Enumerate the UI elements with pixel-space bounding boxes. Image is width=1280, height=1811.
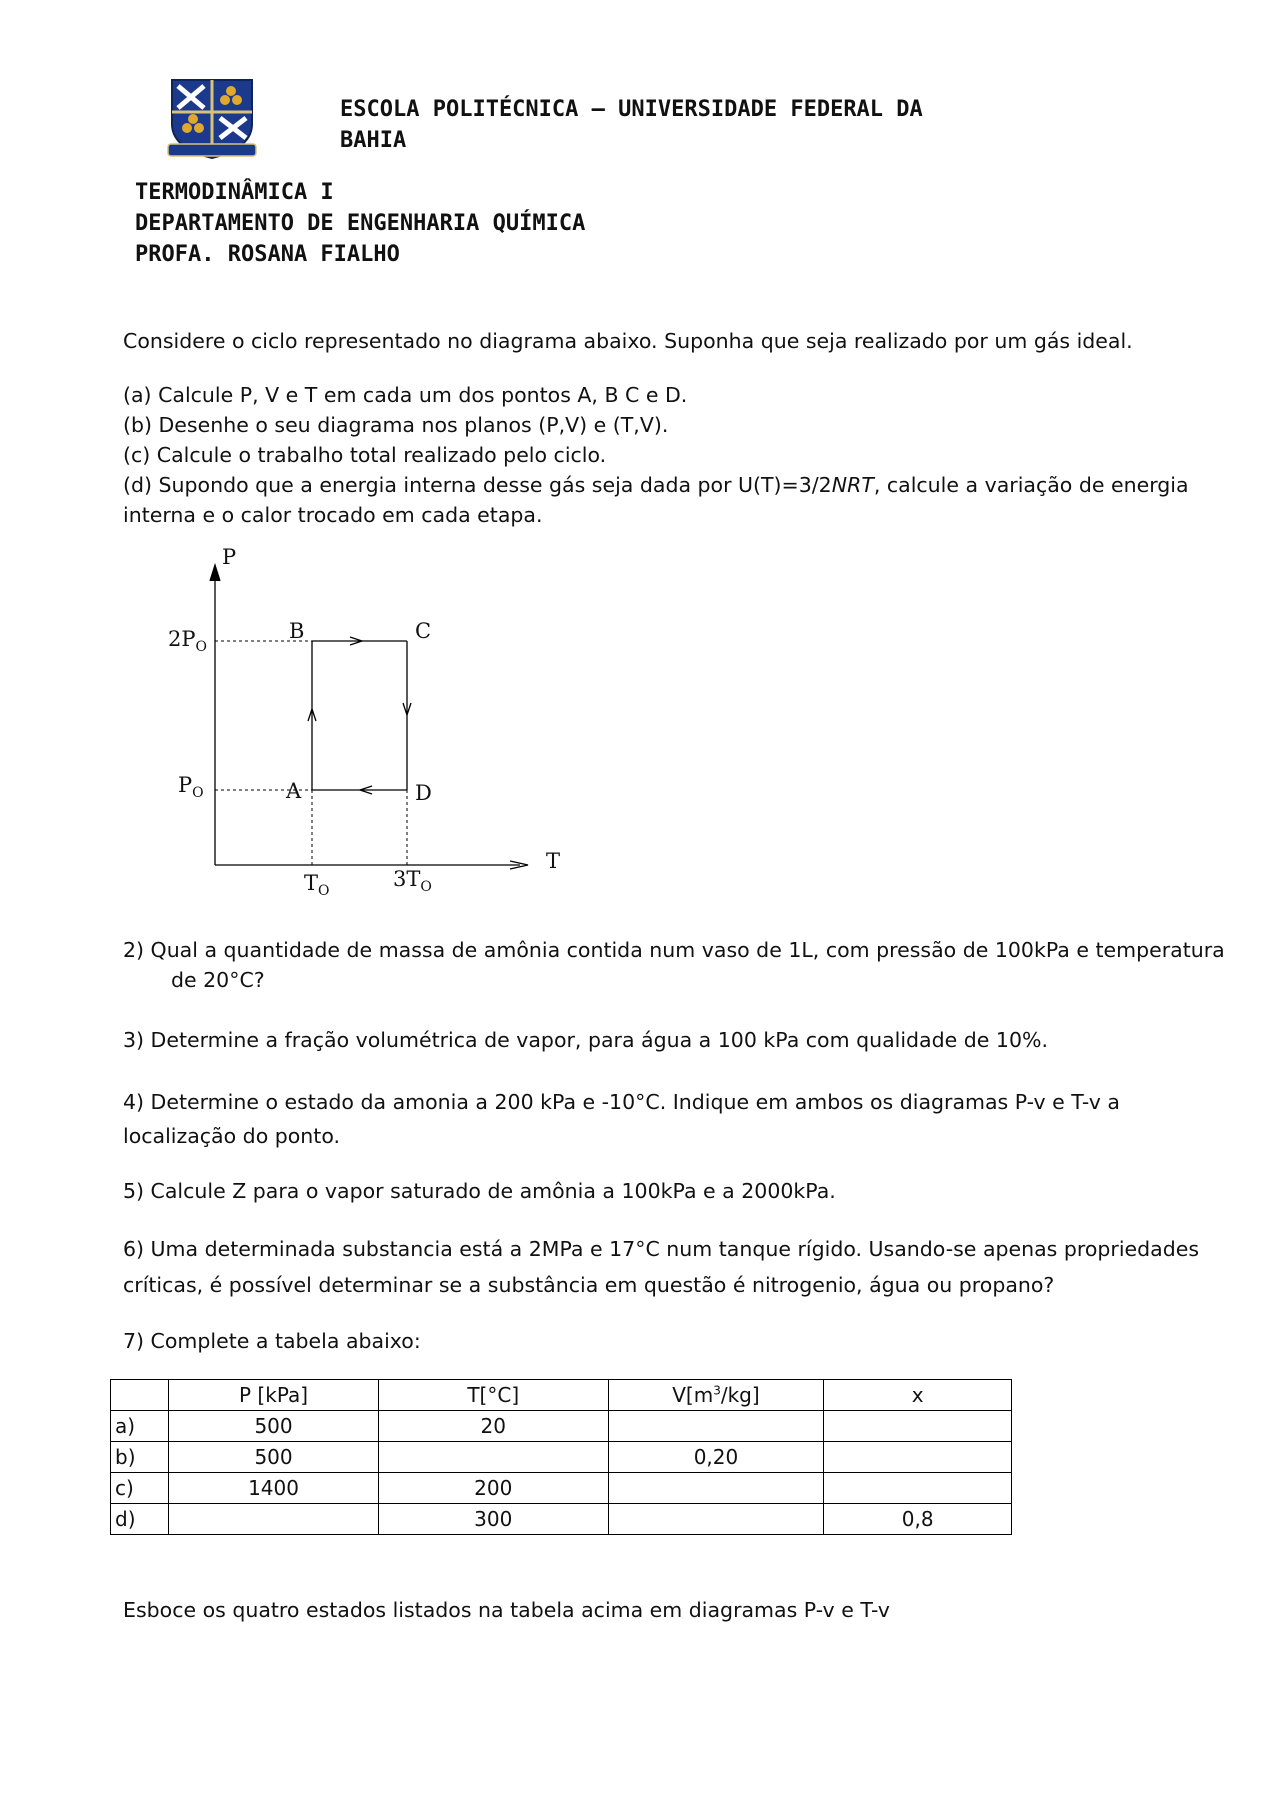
school-name-line2: BAHIA <box>340 128 407 153</box>
q4-line2: localização do ponto. <box>123 1124 341 1148</box>
q2-line1: 2) Qual a quantidade de massa de amônia contida num vaso de 1L, com pressão de 100kPa e temperatura <box>123 938 1225 962</box>
q7-title: 7) Complete a tabela abaixo: <box>123 1329 421 1353</box>
q1-item-b: (b) Desenhe o seu diagrama nos planos (P,V) e (T,V). <box>123 413 669 437</box>
q2-line2: de 20°C? <box>171 968 265 992</box>
school-name-line1: ESCOLA POLITÉCNICA – UNIVERSIDADE FEDERAL DA <box>340 97 923 122</box>
q6-line1: 6) Uma determinada substancia está a 2MPa e 17°C num tanque rígido. Usando-se apenas propriedades <box>123 1237 1200 1261</box>
p-low-label: $P_O$ <box>178 773 204 801</box>
header-t: T[°C] <box>378 1380 608 1411</box>
table-row: b) 500 0,20 <box>111 1442 1012 1473</box>
q1-item-d: (d) Supondo que a energia interna desse gás seja dada por U(T)=3/2NRT, calcule a variação de energia <box>123 473 1189 497</box>
point-d-label: D <box>415 781 432 805</box>
p-axis-label: P <box>222 545 237 569</box>
course-title: TERMODINÂMICA I <box>135 180 334 205</box>
department-name: DEPARTAMENTO DE ENGENHARIA QUÍMICA <box>135 211 586 236</box>
q5-text: 5) Calcule Z para o vapor saturado de amônia a 100kPa e a 2000kPa. <box>123 1179 836 1203</box>
t-axis-label: T <box>546 849 561 873</box>
properties-table <box>110 1379 1012 1535</box>
point-c-label: C <box>415 619 432 643</box>
pt-cycle-diagram <box>150 545 590 905</box>
p-high-label: $2P_O$ <box>168 627 207 655</box>
q6-line2: críticas, é possível determinar se a substância em questão é nitrogenio, água ou propano? <box>123 1273 1055 1297</box>
q1-item-a: (a) Calcule P, V e T em cada um dos pontos A, B C e D. <box>123 383 688 407</box>
q1-intro: Considere o ciclo representado no diagrama abaixo. Suponha que seja realizado por um gás ideal. <box>123 329 1133 353</box>
professor-name: PROFA. ROSANA FIALHO <box>135 242 400 267</box>
header-p: P [kPa] <box>169 1380 379 1411</box>
q1-item-c: (c) Calcule o trabalho total realizado pelo ciclo. <box>123 443 607 467</box>
q3-text: 3) Determine a fração volumétrica de vapor, para água a 100 kPa com qualidade de 10%. <box>123 1028 1048 1052</box>
point-b-label: B <box>289 619 305 643</box>
table-row: c) 1400 200 <box>111 1473 1012 1504</box>
table-row: a) 500 20 <box>111 1411 1012 1442</box>
header-x: x <box>824 1380 1012 1411</box>
t-high-label: $3T_O$ <box>393 867 432 895</box>
table-header-row <box>111 1380 1012 1411</box>
q4-line1: 4) Determine o estado da amonia a 200 kPa e -10°C. Indique em ambos os diagramas P-v e T-v a <box>123 1090 1120 1114</box>
header-v: $V[m^3/kg]$ <box>608 1380 824 1411</box>
t-low-label: $T_O$ <box>304 871 330 899</box>
university-logo <box>162 78 262 162</box>
point-a-label: A <box>286 779 302 803</box>
q1-item-d-line2: interna e o calor trocado em cada etapa. <box>123 503 543 527</box>
table-row: d) 300 0,8 <box>111 1504 1012 1535</box>
final-instruction: Esboce os quatro estados listados na tabela acima em diagramas P-v e T-v <box>123 1598 890 1622</box>
